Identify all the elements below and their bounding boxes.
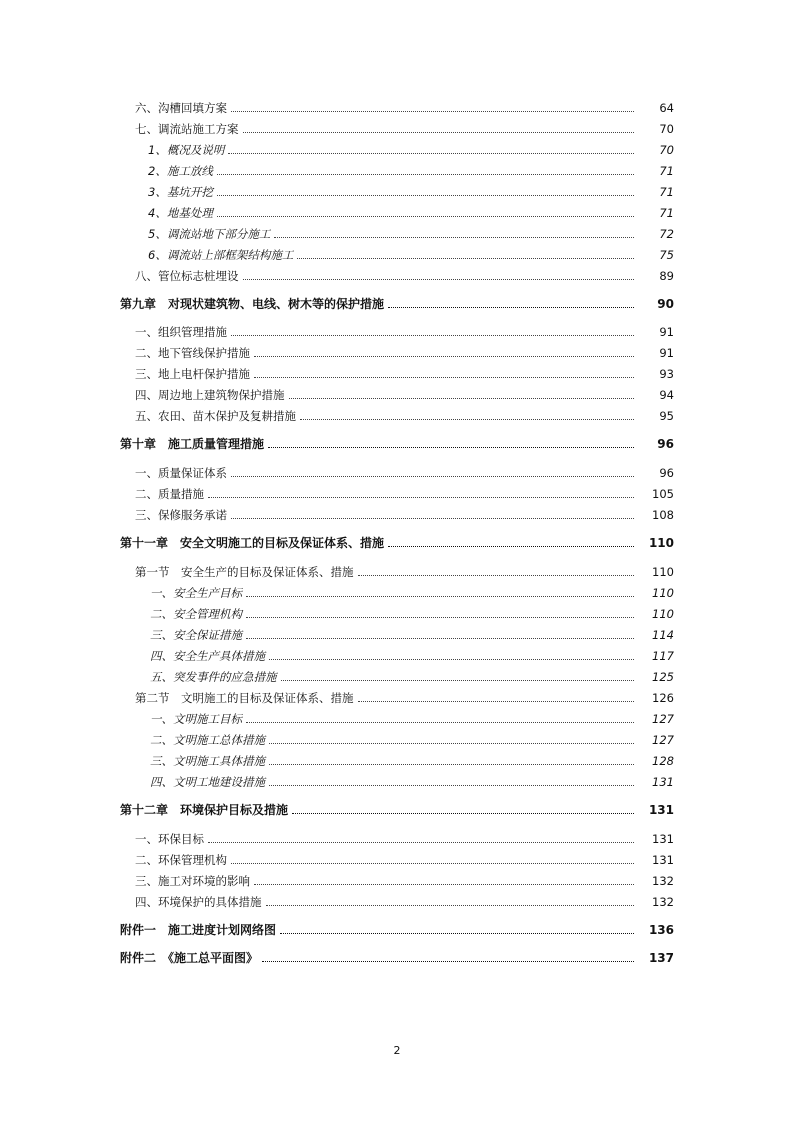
- dot-leader: [388, 306, 634, 308]
- dot-leader: [231, 517, 634, 519]
- dot-leader: [358, 700, 635, 702]
- toc-entry-page-number: 64: [659, 101, 674, 115]
- toc-entry-page-number: 71: [659, 206, 674, 220]
- toc-entry-label: 二、地下管线保护措施: [135, 346, 250, 360]
- toc-entry-label: 八、管位标志桩埋设: [135, 269, 239, 283]
- toc-entry-label: 六、沟槽回填方案: [135, 101, 227, 115]
- page-number: 2: [393, 1044, 401, 1057]
- dot-leader: [228, 152, 634, 154]
- toc-entry-label: 五、突发事件的应急措施: [150, 670, 277, 684]
- dot-leader: [217, 173, 634, 175]
- dot-leader: [269, 742, 634, 744]
- toc-entry-label: 3、基坑开挖: [148, 185, 213, 199]
- toc-entry: [0, 265, 794, 283]
- toc-entry: [0, 624, 794, 642]
- toc-entry: [0, 849, 794, 867]
- toc-entry-page-number: 110: [648, 536, 674, 550]
- dot-leader: [281, 679, 635, 681]
- toc-entry: [0, 729, 794, 747]
- toc-entry-page-number: 110: [652, 607, 674, 621]
- toc-entry: [0, 384, 794, 402]
- toc-entry-label: 1、概况及说明: [148, 143, 225, 157]
- toc-entry-label: 三、保修服务承诺: [135, 508, 227, 522]
- dot-leader: [243, 131, 635, 133]
- toc-entry-page-number: 91: [659, 346, 674, 360]
- toc-entry: [0, 342, 794, 360]
- toc-entry-label: 第二节 文明施工的目标及保证体系、措施: [135, 691, 354, 705]
- toc-entry-label: 附件二 《施工总平面图》: [120, 951, 259, 965]
- toc-entry-page-number: 137: [648, 951, 674, 965]
- toc-entry-label: 一、安全生产目标: [150, 586, 242, 600]
- toc-entry: [0, 708, 794, 726]
- toc-entry-page-number: 96: [657, 437, 674, 451]
- dot-leader: [217, 215, 634, 217]
- dot-leader: [268, 446, 634, 448]
- toc-entry-page-number: 127: [652, 733, 674, 747]
- toc-entry-label: 三、施工对环境的影响: [135, 874, 250, 888]
- toc-entry-label: 四、环境保护的具体措施: [135, 895, 262, 909]
- toc-chapter-entry: [0, 433, 794, 451]
- toc-entry-page-number: 131: [648, 803, 674, 817]
- toc-entry-label: 第九章 对现状建筑物、电线、树木等的保护措施: [120, 297, 385, 311]
- dot-leader: [217, 194, 634, 196]
- dot-leader: [292, 812, 634, 814]
- toc-entry-page-number: 71: [659, 164, 674, 178]
- toc-entry: [0, 181, 794, 199]
- dot-leader: [231, 862, 634, 864]
- toc-entry: [0, 363, 794, 381]
- toc-entry: [0, 582, 794, 600]
- toc-entry-label: 四、文明工地建设措施: [150, 775, 265, 789]
- toc-entry: [0, 160, 794, 178]
- dot-leader: [262, 960, 634, 962]
- toc-entry-label: 七、调流站施工方案: [135, 122, 239, 136]
- toc-entry: [0, 202, 794, 220]
- toc-entry-label: 一、环保目标: [135, 832, 204, 846]
- toc-entry-label: 一、文明施工目标: [150, 712, 242, 726]
- toc-entry: [0, 321, 794, 339]
- toc-entry-label: 5、调流站地下部分施工: [148, 227, 271, 241]
- toc-entry-page-number: 125: [652, 670, 674, 684]
- toc-entry-label: 第十二章 环境保护目标及措施: [120, 803, 289, 817]
- toc-entry-page-number: 70: [659, 122, 674, 136]
- toc-chapter-entry: [0, 799, 794, 817]
- toc-entry: [0, 244, 794, 262]
- toc-entry: [0, 483, 794, 501]
- toc-entry-page-number: 71: [659, 185, 674, 199]
- toc-entry-page-number: 89: [659, 269, 674, 283]
- toc-entry: [0, 462, 794, 480]
- toc-entry-label: 五、农田、苗木保护及复耕措施: [135, 409, 296, 423]
- dot-leader: [289, 397, 635, 399]
- toc-entry: [0, 687, 794, 705]
- toc-entry-page-number: 91: [659, 325, 674, 339]
- dot-leader: [246, 637, 634, 639]
- toc-chapter-entry: [0, 919, 794, 937]
- toc-entry-page-number: 96: [659, 466, 674, 480]
- toc-entry-page-number: 136: [648, 923, 674, 937]
- dot-leader: [208, 496, 634, 498]
- dot-leader: [254, 355, 634, 357]
- toc-entry: [0, 750, 794, 768]
- dot-leader: [274, 236, 634, 238]
- toc-entry: [0, 97, 794, 115]
- toc-entry: [0, 828, 794, 846]
- toc-entry-label: 二、安全管理机构: [150, 607, 242, 621]
- toc-entry: [0, 118, 794, 136]
- toc-entry-page-number: 110: [652, 586, 674, 600]
- dot-leader: [388, 545, 634, 547]
- toc-entry-label: 6、调流站上部框架结构施工: [148, 248, 294, 262]
- toc-entry-label: 第一节 安全生产的目标及保证体系、措施: [135, 565, 354, 579]
- toc-entry-label: 三、安全保证措施: [150, 628, 242, 642]
- toc-entry-label: 第十章 施工质量管理措施: [120, 437, 265, 451]
- toc-entry-label: 第十一章 安全文明施工的目标及保证体系、措施: [120, 536, 385, 550]
- dot-leader: [246, 595, 634, 597]
- toc-entry-page-number: 95: [659, 409, 674, 423]
- dot-leader: [231, 334, 634, 336]
- dot-leader: [358, 574, 635, 576]
- toc-entry-label: 二、环保管理机构: [135, 853, 227, 867]
- toc-entry: [0, 645, 794, 663]
- toc-entry-label: 四、安全生产具体措施: [150, 649, 265, 663]
- toc-entry-label: 附件一 施工进度计划网络图: [120, 923, 277, 937]
- dot-leader: [243, 278, 635, 280]
- toc-entry-page-number: 117: [652, 649, 674, 663]
- toc-entry-page-number: 114: [652, 628, 674, 642]
- toc-entry: [0, 603, 794, 621]
- toc-entry: [0, 870, 794, 888]
- toc-entry-page-number: 131: [652, 832, 674, 846]
- toc-entry-page-number: 110: [652, 565, 674, 579]
- toc-entry-page-number: 131: [652, 775, 674, 789]
- toc-entry: [0, 223, 794, 241]
- toc-entry: [0, 139, 794, 157]
- toc-chapter-entry: [0, 293, 794, 311]
- dot-leader: [300, 418, 634, 420]
- toc-entry-page-number: 94: [659, 388, 674, 402]
- toc-entry-label: 4、地基处理: [148, 206, 213, 220]
- toc-entry-page-number: 108: [652, 508, 674, 522]
- dot-leader: [269, 784, 634, 786]
- dot-leader: [208, 841, 634, 843]
- toc-entry-label: 二、文明施工总体措施: [150, 733, 265, 747]
- toc-entry-label: 三、文明施工具体措施: [150, 754, 265, 768]
- dot-leader: [231, 475, 634, 477]
- toc-entry: [0, 891, 794, 909]
- dot-leader: [269, 763, 634, 765]
- toc-entry: [0, 771, 794, 789]
- toc-entry-page-number: 90: [657, 297, 674, 311]
- toc-chapter-entry: [0, 947, 794, 965]
- toc-entry-page-number: 132: [652, 874, 674, 888]
- dot-leader: [280, 932, 634, 934]
- toc-entry-page-number: 93: [659, 367, 674, 381]
- toc-entry-label: 三、地上电杆保护措施: [135, 367, 250, 381]
- dot-leader: [231, 110, 634, 112]
- toc-entry: [0, 405, 794, 423]
- toc-entry-page-number: 105: [652, 487, 674, 501]
- dot-leader: [269, 658, 634, 660]
- toc-entry-page-number: 70: [659, 143, 674, 157]
- toc-entry-label: 一、质量保证体系: [135, 466, 227, 480]
- toc-entry-label: 二、质量措施: [135, 487, 204, 501]
- dot-leader: [254, 376, 634, 378]
- toc-entry-page-number: 127: [652, 712, 674, 726]
- toc-entry-page-number: 126: [652, 691, 674, 705]
- toc-entry-label: 四、周边地上建筑物保护措施: [135, 388, 285, 402]
- toc-entry-label: 2、施工放线: [148, 164, 213, 178]
- toc-entry-page-number: 132: [652, 895, 674, 909]
- dot-leader: [254, 883, 634, 885]
- toc-entry: [0, 504, 794, 522]
- dot-leader: [266, 904, 635, 906]
- dot-leader: [297, 257, 634, 259]
- toc-entry-page-number: 131: [652, 853, 674, 867]
- toc-entry-page-number: 128: [652, 754, 674, 768]
- toc-entry-label: 一、组织管理措施: [135, 325, 227, 339]
- toc-chapter-entry: [0, 532, 794, 550]
- toc-entry: [0, 666, 794, 684]
- dot-leader: [246, 721, 634, 723]
- toc-entry-page-number: 75: [659, 248, 674, 262]
- toc-entry-page-number: 72: [659, 227, 674, 241]
- toc-entry: [0, 561, 794, 579]
- dot-leader: [246, 616, 634, 618]
